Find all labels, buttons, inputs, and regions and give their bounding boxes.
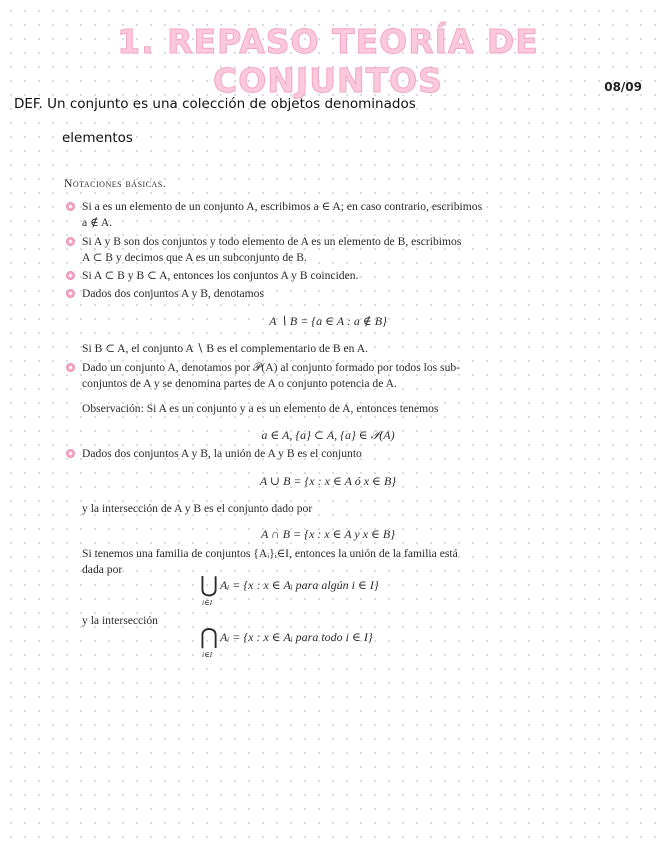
date-label: 08/09 xyxy=(604,80,642,94)
formula-union: A ∪ B = {x : x ∈ A ó x ∈ B} xyxy=(259,474,397,488)
bullet-icon xyxy=(66,363,75,372)
formula-membership: a ∈ A, {a} ⊂ A, {a} ∈ 𝒫(A) xyxy=(261,428,395,442)
union-index: i∈I xyxy=(202,598,213,607)
bullet-icon xyxy=(66,449,75,458)
bullet-text-line: Dados dos conjuntos A y B, la unión de A y B es el conjunto xyxy=(82,447,362,460)
formula-family-intersection xyxy=(200,624,500,658)
bullet-subset xyxy=(66,234,546,265)
definition-line-1: DEF. Un conjunto es una colección de objetos denominados xyxy=(14,96,416,112)
big-intersection-symbol: ⋂ xyxy=(200,624,219,649)
bullet-text-line: Dados dos conjuntos A y B, denotamos xyxy=(82,287,264,300)
bullet-difference xyxy=(66,286,546,302)
bullet-icon xyxy=(66,202,75,211)
big-union-symbol: ⋃ xyxy=(200,572,219,597)
paragraph-observation: Observación: Si A es un conjunto y a es un elemento de A, entonces tenemos xyxy=(82,402,439,415)
bullet-icon xyxy=(66,289,75,298)
bullet-equality xyxy=(66,268,546,284)
bullet-icon xyxy=(66,237,75,246)
union-expression: Aᵢ = {x : x ∈ Aᵢ para algún i ∈ I} xyxy=(220,578,379,592)
bullet-text-line: conjuntos de A y se denomina partes de A o conjunto potencia de A. xyxy=(82,376,397,390)
bullet-text-line: Dado un conjunto A, denotamos por 𝒫(A) al conjunto formado por todos los sub- xyxy=(82,361,461,374)
bullet-icon xyxy=(66,271,75,280)
bullet-text-line: A ⊂ B y decimos que A es un subconjunto de B. xyxy=(82,250,307,264)
formula-family-union xyxy=(200,572,500,606)
bullet-text-line: Si A y B son dos conjuntos y todo elemento de A es un elemento de B, escribimos xyxy=(82,235,462,248)
formula-difference: A ∖ B = {a ∈ A : a ∉ B} xyxy=(269,314,387,328)
paragraph-line: dada por xyxy=(82,562,123,576)
page-title: 1. REPASO TEORÍA DE CONJUNTOS xyxy=(117,22,539,100)
bullet-text-line: a ∉ A. xyxy=(82,215,113,229)
bullet-text-line: Si A ⊂ B y B ⊂ A, entonces los conjuntos A y B coinciden. xyxy=(82,269,359,282)
formula-intersection: A ∩ B = {x : x ∈ A y x ∈ B} xyxy=(260,527,396,541)
bullet-text-line: Si a es un elemento de un conjunto A, escribimos a ∈ A; en caso contrario, escribimos xyxy=(82,200,483,213)
intersection-index: i∈I xyxy=(202,650,213,659)
bullet-union xyxy=(66,446,546,462)
paragraph-line: Si tenemos una familia de conjuntos {Aᵢ}ᵢ∈I, entonces la unión de la familia está xyxy=(82,547,458,560)
paragraph-intersection-intro: y la intersección de A y B es el conjunto dado por xyxy=(82,502,313,515)
definition-line-2: elementos xyxy=(62,130,133,146)
paragraph-complement: Si B ⊂ A, el conjunto A ∖ B es el complementario de B en A. xyxy=(82,342,368,355)
intersection-expression: Aᵢ = {x : x ∈ Aᵢ para todo i ∈ I} xyxy=(220,630,373,644)
section-heading: Notaciones básicas. xyxy=(64,177,167,190)
bullet-membership xyxy=(66,199,546,230)
bullet-power-set xyxy=(66,360,546,391)
paragraph-family-intersection: y la intersección xyxy=(82,614,158,627)
